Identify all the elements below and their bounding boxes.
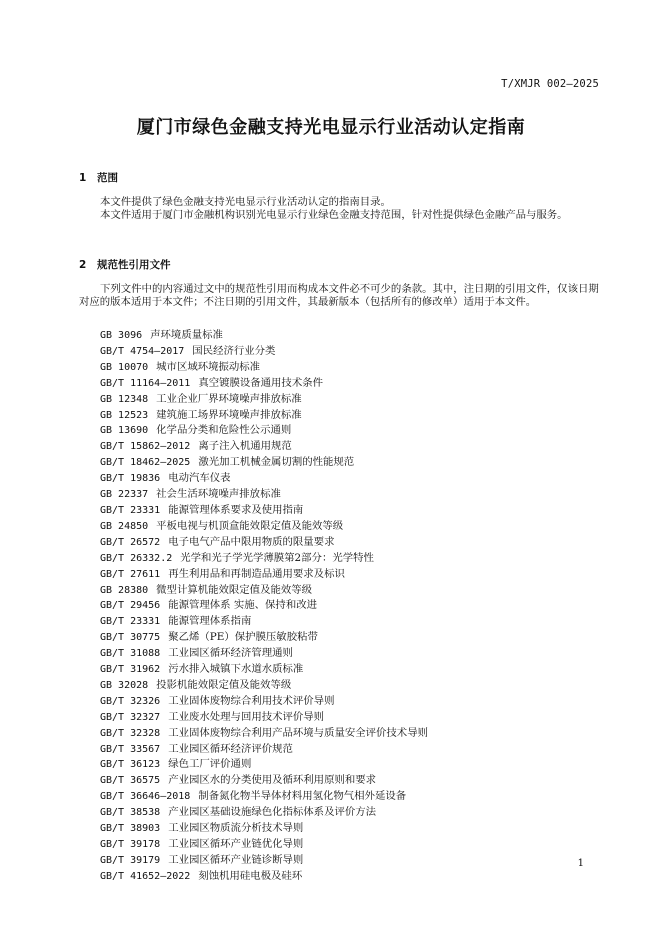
- reference-item: [100, 837, 428, 853]
- reference-item: [100, 376, 428, 392]
- reference-code: GB/T 39178: [100, 839, 161, 850]
- section-title: 范围: [97, 172, 118, 184]
- reference-title: 绿色工厂评价通则: [168, 758, 252, 771]
- reference-item: [100, 487, 428, 503]
- reference-title: 工业废水处理与回用技术评价导则: [168, 710, 325, 723]
- reference-code: GB/T 23331: [100, 616, 161, 628]
- reference-item: [100, 503, 428, 519]
- reference-item: [100, 598, 428, 614]
- reference-title: 国民经济行业分类: [192, 344, 276, 357]
- reference-code: GB 24850: [100, 520, 149, 532]
- reference-item: [100, 519, 428, 535]
- reference-code: GB/T 23331: [100, 504, 161, 516]
- reference-item: [100, 678, 428, 694]
- reference-title: 平板电视与机顶盒能效限定值及能效等级: [156, 519, 344, 532]
- reference-code: GB/T 32326: [100, 695, 161, 707]
- reference-title: 建筑施工场界环境噪声排放标准: [156, 408, 302, 421]
- reference-title: 投影机能效限定值及能效等级: [156, 678, 292, 691]
- reference-code: GB/T 38903: [100, 823, 161, 835]
- reference-title: 离子注入机通用规范: [198, 440, 292, 453]
- reference-title: 电子电气产品中限用物质的限量要求: [168, 535, 335, 548]
- reference-item: [100, 360, 428, 376]
- reference-title: 社会生活环境噪声排放标准: [156, 488, 281, 501]
- reference-code: GB/T 36575: [100, 775, 161, 787]
- document-code: T/XMJR 002—2025: [501, 78, 599, 90]
- document-title: 厦门市绿色金融支持光电显示行业活动认定指南: [136, 117, 526, 138]
- reference-code: GB 3096: [100, 330, 143, 341]
- reference-item: [100, 869, 428, 885]
- reference-title: 工业园区循环经济评价规范: [168, 742, 293, 755]
- reference-code: GB/T 32328: [100, 727, 161, 739]
- reference-code: GB/T 31088: [100, 648, 161, 660]
- reference-item: [100, 614, 428, 630]
- reference-code: GB 22337: [100, 489, 149, 501]
- reference-title: 城市区域环境振动标准: [156, 360, 261, 373]
- reference-code: GB 28380: [100, 584, 149, 596]
- reference-title: 工业园区物质流分析技术导则: [168, 822, 304, 835]
- reference-code: GB/T 4754—2017: [100, 345, 185, 357]
- reference-item: [100, 551, 428, 567]
- reference-code: GB/T 32327: [100, 711, 161, 723]
- reference-title: 再生利用品和再制造品通用要求及标识: [168, 567, 345, 580]
- reference-title: 光学和光子学光学薄膜第2部分：光学特性: [180, 551, 374, 564]
- reference-title: 真空镀膜设备通用技术条件: [198, 376, 323, 389]
- reference-code: GB/T 38538: [100, 807, 161, 819]
- reference-title: 化学品分类和危险性公示通则: [156, 424, 292, 437]
- reference-code: GB/T 29456: [100, 600, 161, 612]
- reference-code: GB/T 33567: [100, 743, 161, 755]
- section-2-body: [79, 283, 599, 309]
- reference-title: 聚乙烯（PE）保护膜压敏胶粘带: [168, 631, 318, 644]
- section-number: 1: [79, 172, 87, 184]
- reference-title: 工业园区循环产业链诊断导则: [168, 853, 304, 866]
- reference-item: [100, 567, 428, 583]
- reference-item: [100, 853, 428, 869]
- reference-title: 工业园区循环经济管理通则: [168, 647, 293, 660]
- reference-item: [100, 392, 428, 408]
- reference-code: GB/T 18462—2025: [100, 457, 191, 469]
- reference-item: [100, 535, 428, 551]
- reference-title: 工业固体废物综合利用产品环境与质量安全评价技术导则: [168, 726, 428, 739]
- reference-code: GB/T 31962: [100, 664, 161, 676]
- reference-code: GB/T 41652—2022: [100, 870, 191, 882]
- reference-item: [100, 471, 428, 487]
- reference-title: 工业固体废物综合利用技术评价导则: [168, 694, 335, 707]
- reference-item: [100, 742, 428, 758]
- reference-code: GB/T 26572: [100, 536, 161, 548]
- reference-code: GB/T 27611: [100, 568, 161, 580]
- section-2-heading: [79, 257, 171, 272]
- reference-code: GB 32028: [100, 679, 149, 691]
- reference-title: 激光加工机械金属切割的性能规范: [198, 456, 355, 469]
- reference-title: 能源管理体系指南: [168, 615, 252, 628]
- reference-item: [100, 646, 428, 662]
- reference-item: [100, 662, 428, 678]
- reference-item: [100, 344, 428, 360]
- reference-code: GB 12523: [100, 409, 149, 421]
- reference-code: GB/T 26332.2: [100, 552, 173, 564]
- reference-item: [100, 439, 428, 455]
- section-1-heading: [79, 170, 118, 185]
- reference-item: [100, 726, 428, 742]
- reference-title: 能源管理体系 实施、保持和改进: [168, 599, 317, 612]
- reference-title: 产业园区基础设施绿色化指标体系及评价方法: [168, 806, 377, 819]
- page-number: 1: [577, 858, 584, 869]
- reference-code: GB/T 36646—2018: [100, 791, 191, 803]
- reference-item: [100, 805, 428, 821]
- reference-item: [100, 408, 428, 424]
- reference-title: 微型计算机能效限定值及能效等级: [156, 583, 313, 596]
- section-1-body: [79, 196, 599, 222]
- reference-title: 污水排入城镇下水道水质标准: [168, 663, 304, 676]
- reference-item: [100, 789, 428, 805]
- reference-title: 声环境质量标准: [150, 329, 223, 341]
- reference-item: [100, 583, 428, 599]
- reference-item: [100, 821, 428, 837]
- reference-code: GB 10070: [100, 361, 149, 373]
- reference-list: [100, 328, 428, 885]
- reference-title: 制备氮化物半导体材料用氢化物气相外延设备: [198, 790, 407, 803]
- paragraph: 本文件适用于厦门市金融机构识别光电显示行业绿色金融支持范围，针对性提供绿色金融产品与服务。: [100, 209, 568, 221]
- reference-code: GB/T 30775: [100, 632, 161, 644]
- section-number: 2: [79, 259, 87, 271]
- reference-code: GB/T 11164—2011: [100, 377, 191, 389]
- reference-item: [100, 328, 428, 344]
- reference-item: [100, 694, 428, 710]
- reference-code: GB 13690: [100, 425, 149, 437]
- section-title: 规范性引用文件: [97, 259, 171, 271]
- paragraph: 下列文件中的内容通过文中的规范性引用而构成本文件必不可少的条款。其中，注日期的引用文件，仅该日期对应的版本适用于本文件；不注日期的引用文件，其最新版本（包括所有的修改单）适用于本文件。: [79, 283, 599, 308]
- reference-title: 产业园区水的分类使用及循环利用原则和要求: [168, 774, 377, 787]
- reference-item: [100, 757, 428, 773]
- reference-title: 能源管理体系要求及使用指南: [168, 503, 304, 516]
- reference-item: [100, 773, 428, 789]
- reference-title: 电动汽车仪表: [168, 472, 231, 485]
- reference-code: GB/T 19836: [100, 473, 161, 485]
- reference-item: [100, 423, 428, 439]
- reference-item: [100, 710, 428, 726]
- reference-title: 刻蚀机用硅电极及硅环: [198, 869, 303, 882]
- reference-item: [100, 455, 428, 471]
- reference-code: GB/T 39179: [100, 854, 161, 866]
- reference-title: 工业园区循环产业链优化导则: [168, 838, 304, 850]
- reference-title: 工业企业厂界环境噪声排放标准: [156, 392, 302, 405]
- reference-code: GB/T 15862—2012: [100, 441, 191, 453]
- reference-code: GB 12348: [100, 393, 149, 405]
- reference-item: [100, 630, 428, 646]
- reference-code: GB/T 36123: [100, 759, 161, 771]
- paragraph: 本文件提供了绿色金融支持光电显示行业活动认定的指南目录。: [100, 196, 391, 208]
